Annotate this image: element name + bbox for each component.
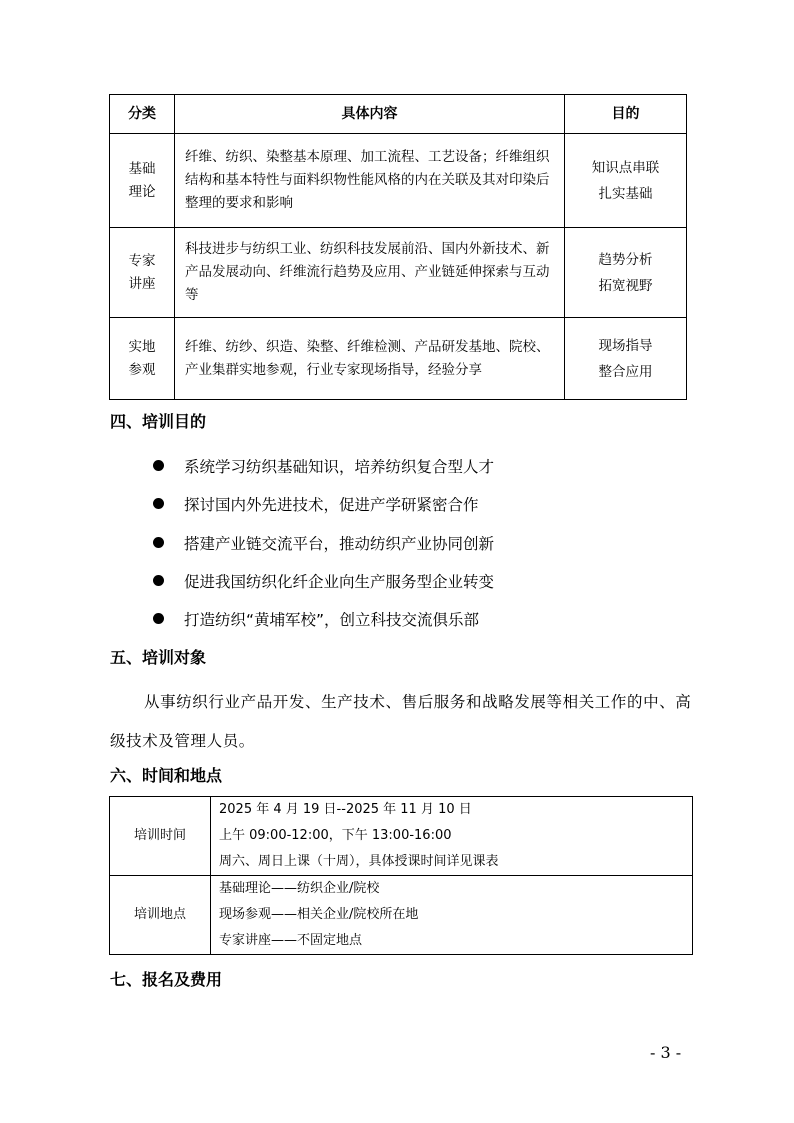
bullet-text: 打造纺织“黄埔军校”，创立科技交流俱乐部 <box>184 611 480 629</box>
bullet-dot-icon <box>153 537 164 548</box>
section-heading-training-goals: 四、培训目的 <box>110 412 207 431</box>
row-purpose <box>565 228 687 318</box>
bullet-dot-icon <box>153 498 164 509</box>
bullet-item <box>153 494 479 516</box>
bullet-text: 探讨国内外先进技术，促进产学研紧密合作 <box>184 496 479 514</box>
place-line: 基础理论——纺织企业/院校 <box>219 881 380 896</box>
purpose-line: 整合应用 <box>598 363 653 380</box>
bullet-item <box>153 533 494 555</box>
header-content: 具体内容 <box>175 95 565 134</box>
purpose-line: 知识点串联 <box>591 159 660 176</box>
category-line: 参观 <box>128 361 156 378</box>
bullet-text: 系统学习纺织基础知识，培养纺织复合型人才 <box>184 458 495 476</box>
time-line: 上午 09:00-12:00，下午 13:00-16:00 <box>219 828 452 843</box>
bullet-dot-icon <box>153 460 164 471</box>
category-line: 讲座 <box>128 275 156 292</box>
time-line: 周六、周日上课（十周），具体授课时间详见课表 <box>219 854 499 869</box>
bullet-item <box>153 456 494 478</box>
row-purpose <box>565 134 687 228</box>
category-line: 实地 <box>128 338 156 355</box>
bullet-dot-icon <box>153 613 164 624</box>
purpose-line: 扎实基础 <box>598 185 653 202</box>
page-number: - 3 - <box>650 1043 682 1062</box>
place-label: 培训地点 <box>110 876 211 955</box>
header-purpose: 目的 <box>565 95 687 134</box>
bullet-item <box>153 609 479 631</box>
table-row <box>110 228 687 318</box>
category-line: 专家 <box>128 252 156 269</box>
time-place-table <box>109 796 693 955</box>
section-heading-registration-fees: 七、报名及费用 <box>110 970 223 989</box>
time-value <box>211 797 693 876</box>
time-label: 培训时间 <box>110 797 211 876</box>
row-category <box>110 318 175 400</box>
bullet-text: 搭建产业链交流平台，推动纺织产业协同创新 <box>184 535 495 553</box>
purpose-line: 拓宽视野 <box>598 277 653 294</box>
row-content: 纤维、纺纱、织造、染整、纤维检测、产品研发基地、院校、产业集群实地参观，行业专家现场指导，经验分享 <box>175 318 565 400</box>
table-row <box>110 797 693 876</box>
header-category: 分类 <box>110 95 175 134</box>
row-content: 纤维、纺织、染整基本原理、加工流程、工艺设备；纤维组织结构和基本特性与面料织物性能风格的内在关联及其对印染后整理的要求和影响 <box>175 134 565 228</box>
purpose-line: 现场指导 <box>598 337 653 354</box>
place-value <box>211 876 693 955</box>
bullet-dot-icon <box>153 575 164 586</box>
row-content: 科技进步与纺织工业、纺织科技发展前沿、国内外新技术、新产品发展动向、纤维流行趋势及应用、产业链延伸探索与互动等 <box>175 228 565 318</box>
bullet-text: 促进我国纺织化纤企业向生产服务型企业转变 <box>184 573 495 591</box>
row-purpose <box>565 318 687 400</box>
category-line: 理论 <box>128 183 156 200</box>
row-category <box>110 228 175 318</box>
table-row <box>110 876 693 955</box>
content-table <box>109 94 687 400</box>
target-audience-paragraph: 从事纺织行业产品开发、生产技术、售后服务和战略发展等相关工作的中、高级技术及管理人员。 <box>110 693 692 750</box>
section-heading-target-audience: 五、培训对象 <box>110 648 207 667</box>
place-line: 专家讲座——不固定地点 <box>219 933 363 948</box>
table-header-row <box>110 95 687 134</box>
table-row <box>110 318 687 400</box>
section-heading-time-place: 六、时间和地点 <box>110 766 223 785</box>
purpose-line: 趋势分析 <box>598 251 653 268</box>
bullet-item <box>153 571 494 593</box>
table-row <box>110 134 687 228</box>
time-line: 2025 年 4 月 19 日--2025 年 11 月 10 日 <box>219 802 472 817</box>
category-line: 基础 <box>128 160 156 177</box>
row-category <box>110 134 175 228</box>
place-line: 现场参观——相关企业/院校所在地 <box>219 907 419 922</box>
